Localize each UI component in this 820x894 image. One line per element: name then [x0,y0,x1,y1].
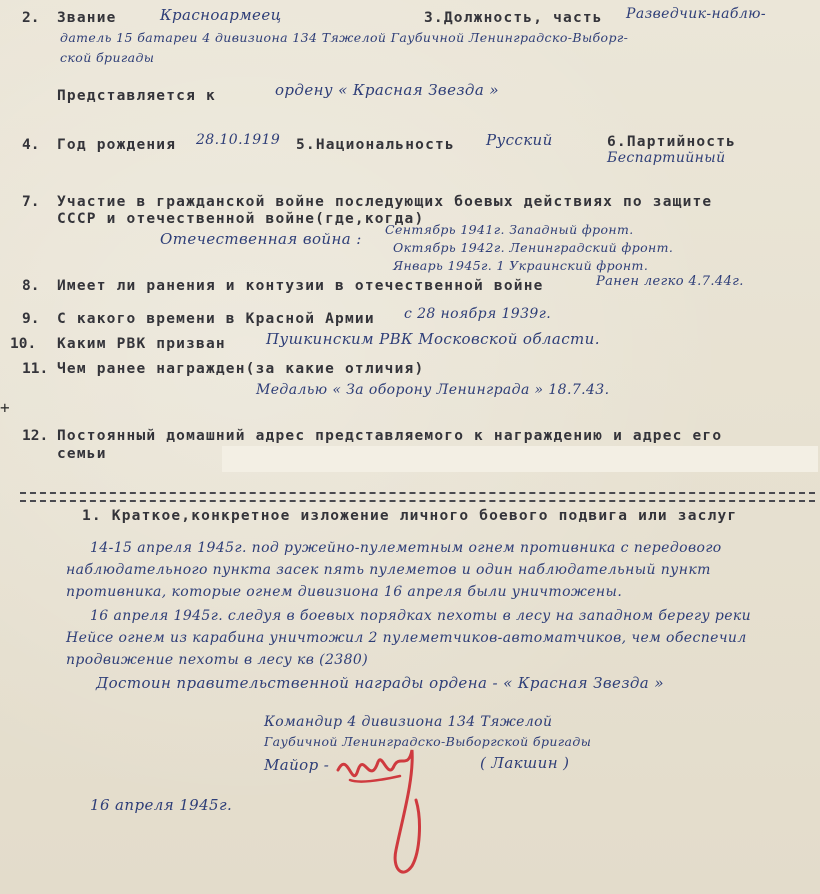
prev-number: 11. [22,361,49,377]
birth-number: 4. [22,137,40,153]
rvk-label: Каким РВК призван [57,336,226,352]
red-signature-icon [330,740,470,885]
feat-line-2: наблюдательного пункта засек пять пулеметов и один наблюдательный пункт [66,562,711,578]
feat-line-5: Нейсе огнем из карабина уничтожил 2 пулеметчиков-автоматчиков, чем обеспечил [66,630,747,646]
party-value: Беспартийный [607,150,726,166]
nationality-value: Русский [486,131,553,149]
feat-line-3: противника, которые огнем дивизиона 16 апреля были уничтожены. [66,584,623,600]
wounds-number: 8. [22,278,40,294]
prev-value: Медалью « За оборону Ленинграда » 18.7.43. [256,382,610,398]
position-value-2: датель 15 батареи 4 дивизиона 134 Тяжелой Гаубичной Ленинградско-Выборг- [60,30,629,45]
rank-value: Красноармеец [160,6,282,24]
signature-line-2: Гаубичной Ленинградско-Выборгской бригады [264,734,592,749]
war-number: 7. [22,194,40,210]
army-number: 9. [22,311,40,327]
rank-label: Звание [57,10,117,26]
feat-header: 1. Краткое,конкретное изложение личного боевого подвига или заслуг [82,508,738,524]
birth-value: 28.10.1919 [196,132,281,148]
army-label: С какого времени в Красной Армии [57,311,375,327]
position-value-3: ской бригады [60,50,155,65]
signature-rank: Майор - [264,756,330,774]
war-value-2: Октябрь 1942г. Ленинградский фронт. [393,240,674,255]
party-label: 6.Партийность [607,134,737,150]
feat-line-6: продвижение пехоты в лесу кв (2380) [66,652,369,668]
army-value: с 28 ноября 1939г. [404,306,552,322]
war-label-2: СССР и отечественной войне(где,когда) [57,211,425,227]
feat-line-7: Достоин правительственной награды ордена - « Красная Звезда » [96,674,664,692]
redacted-address-area [222,446,818,472]
award-label: Представляется к [57,88,216,104]
signature-name: ( Лакшин ) [480,754,570,772]
feat-line-4: 16 апреля 1945г. следуя в боевых порядках пехоты в лесу на западном берегу реки [90,608,752,624]
war-value-3: Январь 1945г. 1 Украинский фронт. [393,258,649,273]
section-separator [20,492,815,502]
war-value-1: Сентябрь 1941г. Западный фронт. [385,222,634,237]
war-value-title: Отечественная война : [160,230,362,248]
war-label-1: Участие в гражданской войне последующих боевых действиях по защите [57,194,713,210]
margin-cross-icon: + [0,398,10,417]
award-value: ордену « Красная Звезда » [275,81,499,99]
rvk-number: 10. [10,336,37,352]
rank-number: 2. [22,10,40,26]
signature-date: 16 апреля 1945г. [90,796,233,814]
address-label-2: семьи [57,446,107,462]
prev-label: Чем ранее награжден(за какие отличия) [57,361,425,377]
position-value-1: Разведчик-наблю- [626,6,767,22]
nationality-label: 5.Национальность [296,137,455,153]
signature-line-1: Командир 4 дивизиона 134 Тяжелой [264,714,553,730]
birth-label: Год рождения [57,137,177,153]
feat-line-1: 14-15 апреля 1945г. под ружейно-пулеметным огнем противника с передового [90,540,722,556]
wounds-label: Имеет ли ранения и контузии в отечественной войне [57,278,544,294]
address-label-1: Постоянный домашний адрес представляемого к награждению и адрес его [57,428,723,444]
wounds-value: Ранен легко 4.7.44г. [596,274,744,289]
address-number: 12. [22,428,49,444]
rvk-value: Пушкинским РВК Московской области. [266,330,600,348]
position-label: 3.Должность, часть [424,10,603,26]
